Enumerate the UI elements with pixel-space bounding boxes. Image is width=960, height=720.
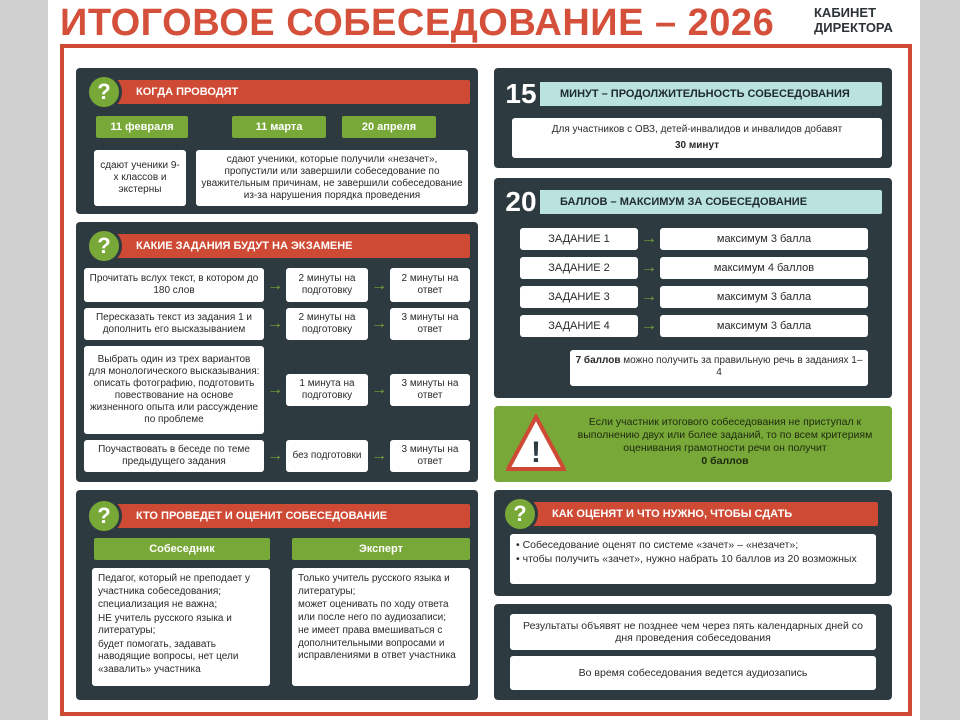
task-2-prep: 2 минуты на подготовку — [286, 308, 368, 340]
arrow-right-icon: → — [267, 447, 283, 464]
assess-item-2: чтобы получить «зачет», нужно набрать 10 баллов из 20 возможных — [522, 552, 857, 565]
duration-note — [512, 118, 882, 158]
assess-item-1: Собеседование оценят по системе «зачет» – «незачет»; — [522, 539, 799, 551]
who-heading: КТО ПРОВЕДЕТ И ОЦЕНИТ СОБЕСЕДОВАНИЕ — [96, 504, 470, 528]
list-item: НЕ учитель русского языка и литературы; — [98, 612, 232, 636]
interlocutor-label: Собеседник — [94, 538, 270, 560]
when-note-other: сдают ученики, которые получили «незачет», пропустили или завершили собеседование по уважительным причинам, не завершили собеседование из-за нарушения порядка проведения — [196, 150, 468, 206]
date-apr: 20 апреля — [342, 116, 436, 138]
arrow-right-icon: → — [371, 447, 387, 464]
points-heading: БАЛЛОВ – МАКСИМУМ ЗА СОБЕСЕДОВАНИЕ — [512, 190, 882, 214]
arrow-right-icon: → — [267, 381, 283, 398]
arrow-right-icon: → — [371, 315, 387, 332]
task-2-answer: 3 минуты на ответ — [390, 308, 470, 340]
points-max-2: максимум 4 баллов — [660, 257, 868, 279]
task-1-desc: Прочитать вслух текст, в котором до 180 слов — [84, 268, 264, 302]
brand-line-1: КАБИНЕТ — [814, 5, 877, 20]
list-item: специализация не важна; — [98, 599, 218, 610]
task-2-desc: Пересказать текст из задания 1 и дополнить его высказыванием — [84, 308, 264, 340]
warning-body: Если участник итогового собеседования не приступал к выполнению двух или более заданий, то по всем критериям оценивания грамотности речи он получит — [577, 416, 873, 454]
brand-line-2: ДИРЕКТОРА — [814, 20, 893, 35]
speech-points-text: можно получить за правильную речь в заданиях 1–4 — [620, 355, 863, 378]
list-item: • Собеседование оценят по системе «зачет» – «незачет»; — [516, 539, 799, 551]
question-icon: ? — [86, 498, 122, 534]
warning-zero-points: 0 баллов — [701, 455, 749, 467]
arrow-right-icon: → — [641, 317, 657, 334]
warning-text — [572, 416, 878, 468]
question-icon: ? — [86, 74, 122, 110]
points-task-4: ЗАДАНИЕ 4 — [520, 315, 638, 337]
interlocutor-list — [92, 568, 270, 686]
points-task-2: ЗАДАНИЕ 2 — [520, 257, 638, 279]
warning-icon — [506, 414, 566, 472]
arrow-right-icon: → — [267, 277, 283, 294]
when-heading: КОГДА ПРОВОДЯТ — [96, 80, 470, 104]
duration-heading: МИНУТ – ПРОДОЛЖИТЕЛЬНОСТЬ СОБЕСЕДОВАНИЯ — [512, 82, 882, 106]
task-1-prep: 2 минуты на подготовку — [286, 268, 368, 302]
list-item: • чтобы получить «зачет», нужно набрать 10 баллов из 20 возможных — [516, 552, 857, 565]
list-item: Только учитель русского языка и литературы; — [298, 573, 450, 597]
points-task-1: ЗАДАНИЕ 1 — [520, 228, 638, 250]
points-max-1: максимум 3 балла — [660, 228, 868, 250]
task-3-answer: 3 минуты на ответ — [390, 374, 470, 406]
question-icon: ? — [502, 496, 538, 532]
arrow-right-icon: → — [641, 230, 657, 247]
duration-number: 15 — [502, 78, 540, 110]
speech-points-bold: 7 баллов — [575, 355, 621, 366]
arrow-right-icon: → — [641, 288, 657, 305]
task-4-desc: Поучаствовать в беседе по теме предыдущего задания — [84, 440, 264, 472]
arrow-right-icon: → — [371, 277, 387, 294]
audio-note: Во время собеседования ведется аудиозапись — [510, 656, 876, 690]
date-feb: 11 февраля — [96, 116, 188, 138]
points-task-3: ЗАДАНИЕ 3 — [520, 286, 638, 308]
speech-points — [570, 350, 868, 386]
duration-note-line1: Для участников с ОВЗ, детей-инвалидов и инвалидов добавят — [551, 124, 843, 135]
assess-heading: КАК ОЦЕНЯТ И ЧТО НУЖНО, ЧТОБЫ СДАТЬ — [512, 502, 878, 526]
arrow-right-icon: → — [267, 315, 283, 332]
task-4-answer: 3 минуты на ответ — [390, 440, 470, 472]
expert-list — [292, 568, 470, 686]
page-title: ИТОГОВОЕ СОБЕСЕДОВАНИЕ – 2026 — [60, 2, 775, 44]
task-1-answer: 2 минуты на ответ — [390, 268, 470, 302]
list-item: может оценивать по ходу ответа или после него по аудиозаписи; — [298, 599, 449, 623]
when-note-feb: сдают ученики 9-х классов и экстерны — [94, 150, 186, 206]
date-mar: 11 марта — [232, 116, 326, 138]
points-max-3: максимум 3 балла — [660, 286, 868, 308]
results-line: Результаты объявят не позднее чем через пять календарных дней со дня проведения собеседования — [510, 614, 876, 650]
question-icon: ? — [86, 228, 122, 264]
warning-mark: ! — [531, 436, 541, 469]
points-number: 20 — [502, 186, 540, 218]
list-item: Педагог, который не преподает у участника собеседования; — [98, 573, 251, 597]
list-item: будет помогать, задавать наводящие вопросы, нет цели «завалить» участника — [98, 638, 239, 675]
task-3-desc: Выбрать один из трех вариантов для монологического высказывания: описать фотографию, подготовить повествование на основе жизненного опыта или рассуждение по проблеме — [84, 346, 264, 434]
assess-list — [510, 534, 876, 584]
task-3-prep: 1 минута на подготовку — [286, 374, 368, 406]
points-max-4: максимум 3 балла — [660, 315, 868, 337]
duration-note-line2: 30 минут — [674, 140, 720, 151]
brand-logo — [814, 5, 893, 35]
expert-label: Эксперт — [292, 538, 470, 560]
arrow-right-icon: → — [641, 259, 657, 276]
list-item: не имеет права вмешиваться с дополнительными вопросами и исправлениями в ответ участника — [298, 625, 456, 661]
tasks-heading: КАКИЕ ЗАДАНИЯ БУДУТ НА ЭКЗАМЕНЕ — [96, 234, 470, 258]
task-4-prep: без подготовки — [286, 440, 368, 472]
arrow-right-icon: → — [371, 381, 387, 398]
